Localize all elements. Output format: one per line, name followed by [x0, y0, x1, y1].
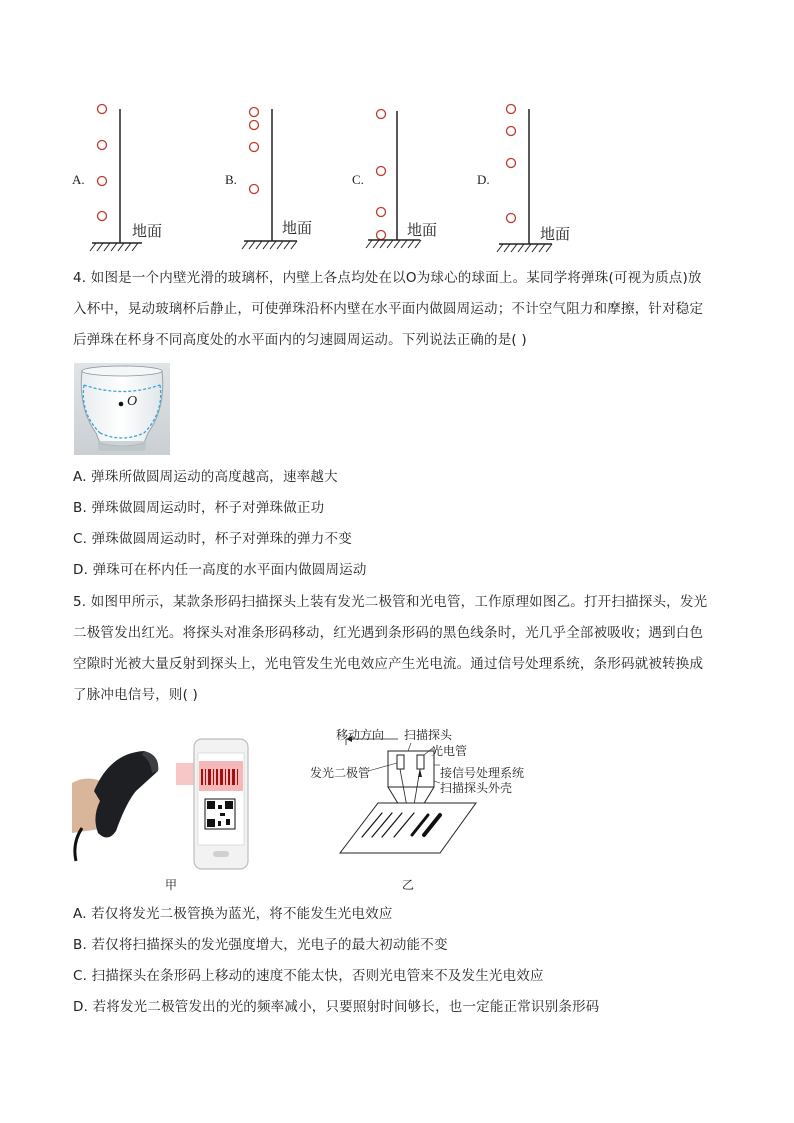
label-move-direction: 移动方向: [336, 728, 385, 742]
option-b-ground-label: 地面: [282, 219, 313, 237]
label-signal-system: 接信号处理系统: [440, 766, 525, 780]
label-probe-shell: 扫描探头外壳: [440, 781, 513, 795]
q5-option-b: B. 若仅将扫描探头的发光强度增大，光电子的最大初动能不变: [73, 937, 448, 953]
center-label-o: O: [127, 394, 138, 409]
option-a-ground-label: 地面: [132, 222, 163, 240]
q4-line-1: 4. 如图是一个内壁光滑的玻璃杯，内壁上各点均处在以O为球心的球面上。某同学将弹珠(可视为质点)放: [73, 270, 702, 286]
caption-yi: 乙: [402, 878, 415, 892]
option-d-letter: D.: [477, 172, 490, 187]
label-photo-tube: 光电管: [431, 744, 468, 758]
option-b-letter: B.: [225, 172, 237, 187]
option-b-figure: [225, 100, 355, 260]
option-a-figure: [70, 100, 200, 260]
glass-cup-drawing: [74, 363, 170, 455]
q5-line-1: 5. 如图甲所示，某款条形码扫描探头上装有发光二极管和光电管，工作原理如图乙。打开扫描探头，发光: [73, 594, 708, 610]
q5-line-4: 了脉冲电信号，则( ): [73, 687, 199, 703]
q5-option-a: A. 若仅将发光二极管换为蓝光，将不能发生光电效应: [73, 906, 393, 922]
glass-cup-figure: [74, 363, 170, 455]
q4-line-2: 入杯中，晃动玻璃杯后静止，可使弹珠沿杯内壁在水平面内做圆周运动；不计空气阻力和摩擦，针对稳定: [73, 301, 704, 317]
option-c-letter: C.: [352, 172, 364, 187]
q4-option-c: C. 弹珠做圆周运动时，杯子对弹珠的弹力不变: [73, 531, 352, 547]
q4-option-a: A. 弹珠所做圆周运动的高度越高，速率越大: [73, 469, 338, 485]
option-a-letter: A.: [72, 172, 85, 187]
figure-jia-scanner-phone: [72, 733, 262, 873]
option-d-ground-label: 地面: [540, 225, 571, 243]
label-led: 发光二极管: [310, 766, 371, 780]
caption-jia: 甲: [165, 878, 178, 892]
label-scan-head: 扫描探头: [404, 728, 453, 742]
q4-option-b: B. 弹珠做圆周运动时，杯子对弹珠做正功: [73, 500, 325, 516]
q4-option-d: D. 弹珠可在杯内任一高度的水平面内做圆周运动: [73, 562, 367, 578]
q5-line-2: 二极管发出红光。将探头对准条形码移动，红光遇到条形码的黑色线条时，光几乎全部被吸收；遇到白色: [73, 625, 704, 641]
figure-yi-principle-diagram: [300, 725, 550, 870]
principle-diagram-drawing: [300, 725, 550, 870]
option-c-figure: [350, 100, 480, 260]
q5-line-3: 空隙时光被大量反射到探头上，光电管发生光电效应产生光电流。通过信号处理系统，条形码就被转换成: [73, 656, 704, 672]
option-d-figure: [477, 100, 607, 260]
q4-line-3: 后弹珠在杯身不同高度处的水平面内的匀速圆周运动。下列说法正确的是( ): [73, 332, 527, 348]
option-c-ground-label: 地面: [407, 221, 438, 239]
scanner-phone-drawing: [72, 733, 262, 873]
q5-option-c: C. 扫描探头在条形码上移动的速度不能太快，否则光电管来不及发生光电效应: [73, 968, 544, 984]
q5-option-d: D. 若将发光二极管发出的光的频率减小，只要照射时间够长，也一定能正常识别条形码: [73, 999, 600, 1015]
